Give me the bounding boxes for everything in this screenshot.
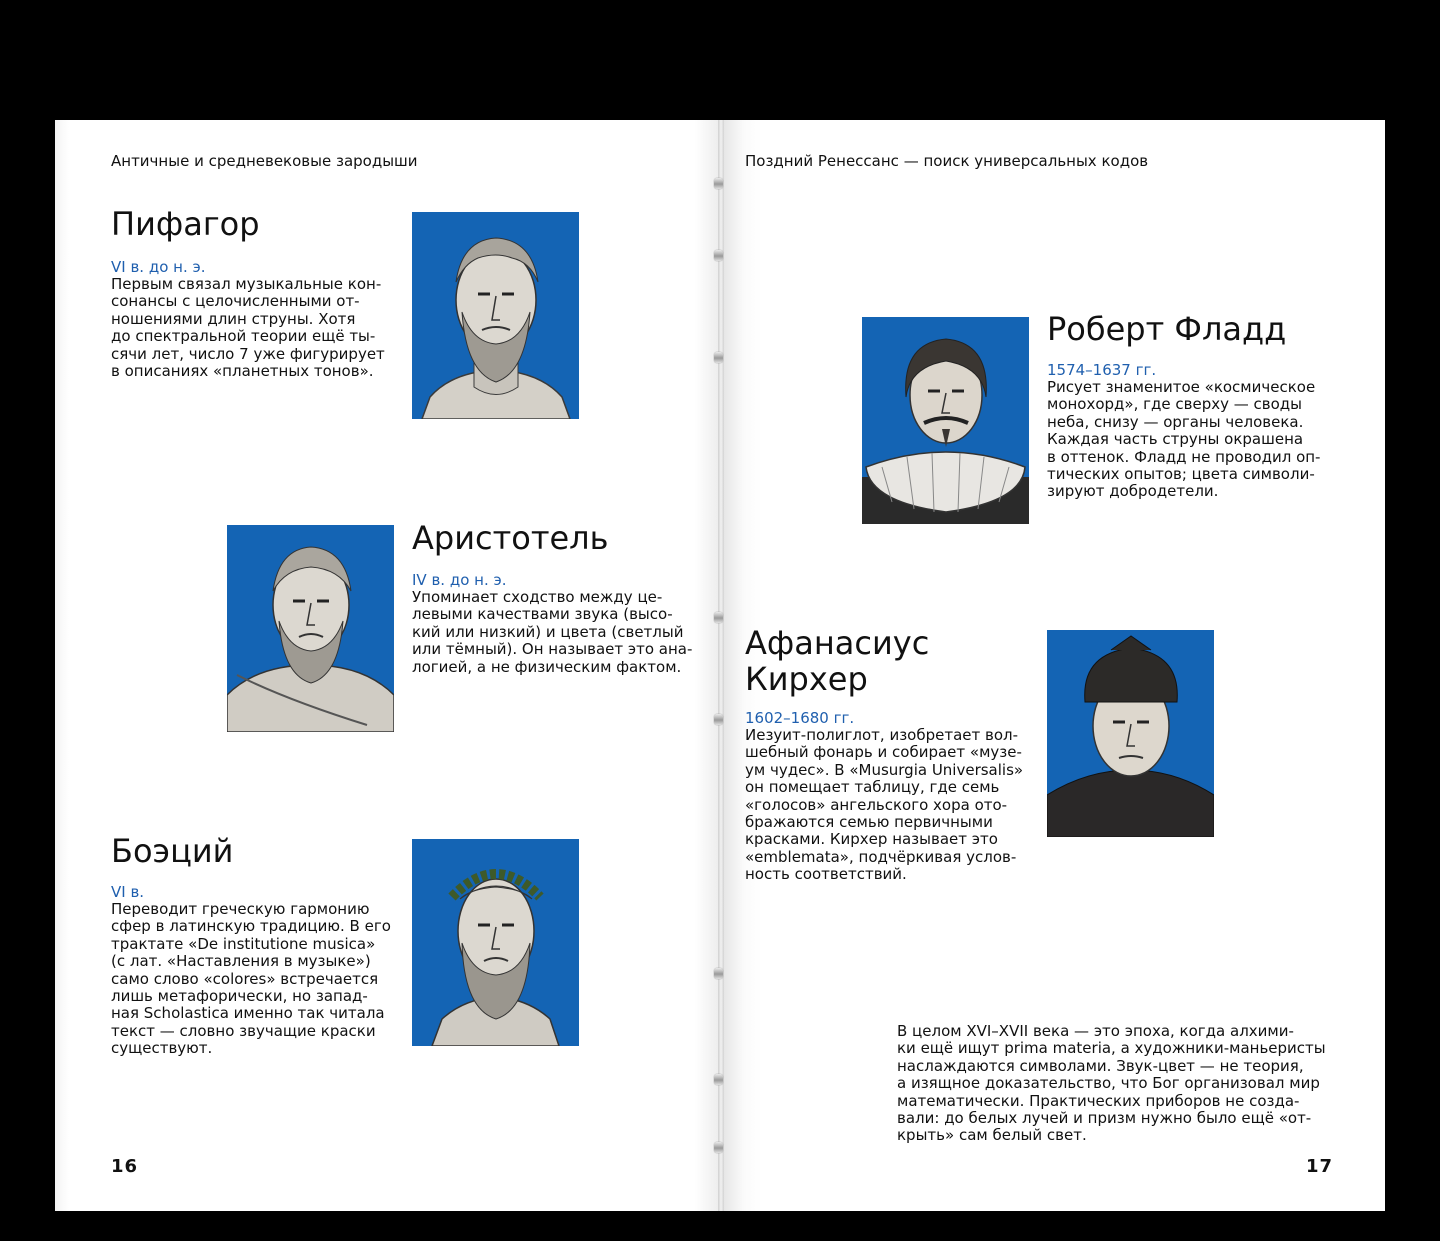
entry-name-aristotle: Аристотель (412, 519, 609, 557)
binding-staple (714, 178, 723, 189)
entry-name-pythagoras: Пифагор (111, 205, 260, 243)
aristotle-portrait-icon (227, 525, 394, 732)
entry-date-pythagoras: VI в. до н. э. (111, 258, 206, 276)
page-number-right: 17 (1306, 1156, 1334, 1177)
entry-bio-aristotle: Упоминает сходство между це- левыми качествами звука (высо- кий или низкий) и цвета (светлый или тёмный). Он называет это ана- логией, а не физическим фактом. (412, 588, 693, 676)
running-head-right: Поздний Ренессанс — поиск универсальных кодов (745, 152, 1149, 170)
entry-bio-kircher: Иезуит-полиглот, изобретает вол- шебный фонарь и собирает «музе- ум чудес». В «Musurgia Universalis» он помещает таблицу, где семь «голосов» ангельского хора ото- бражаются семью первичными красками. Кирхер называет это «emblemata», подчёркивая услов- ность соответствий. (745, 726, 1024, 884)
book-spine (718, 120, 724, 1211)
binding-staple (714, 1074, 723, 1085)
binding-staple (714, 714, 723, 725)
binding-staple (714, 968, 723, 979)
entry-date-boethius: VI в. (111, 883, 145, 901)
page-number-left: 16 (111, 1156, 139, 1177)
entry-bio-pythagoras: Первым связал музыкальные кон- сонансы с целочисленными от- ношениями длин струны. Хотя до спектральной теории ещё ты- сячи лет, число 7 уже фигурирует в описаниях «планетных тонов». (111, 275, 385, 381)
entry-name-kircher: Афанасиус Кирхер (745, 624, 930, 698)
pythagoras-portrait-icon (412, 212, 579, 419)
running-head-left: Античные и средневековые зародыши (111, 152, 418, 170)
entry-bio-fludd: Рисует знаменитое «космическое монохорд», где сверху — своды неба, снизу — органы человека. Каждая часть струны окрашена в оттенок. Фладд не проводил оп- тических опытов; цвета символи- зируют добродетели. (1047, 378, 1321, 501)
binding-staple (714, 1142, 723, 1153)
robert-fludd-portrait-icon (862, 317, 1029, 524)
entry-date-kircher: 1602–1680 гг. (745, 709, 855, 727)
entry-name-boethius: Боэций (111, 832, 234, 870)
entry-name-fludd: Роберт Фладд (1047, 310, 1287, 348)
conclusion-paragraph: В целом XVI–XVII века — это эпоха, когда алхими- ки ещё ищут prima materia, а художники-маньеристы наслаждаются символами. Звук-цвет — не теория, а изящное доказательство, что Бог организовал мир математически. Практических приборов не созда- вали: до белых лучей и призм нужно было ещё «от- крыть» сам белый свет. (897, 1022, 1326, 1145)
binding-staple (714, 352, 723, 363)
boethius-portrait-icon (412, 839, 579, 1046)
entry-date-aristotle: IV в. до н. э. (412, 571, 507, 589)
kircher-portrait-icon (1047, 630, 1214, 837)
entry-date-fludd: 1574–1637 гг. (1047, 361, 1157, 379)
binding-staple (714, 612, 723, 623)
entry-bio-boethius: Переводит греческую гармонию сфер в латинскую традицию. В его трактате «De institutione musica» (с лат. «Наставления в музыке») само слово «colores» встречается лишь метафорически, но запад- ная Scholastica именно так читала текст — словно звучащие краски существуют. (111, 900, 391, 1058)
binding-staple (714, 250, 723, 261)
